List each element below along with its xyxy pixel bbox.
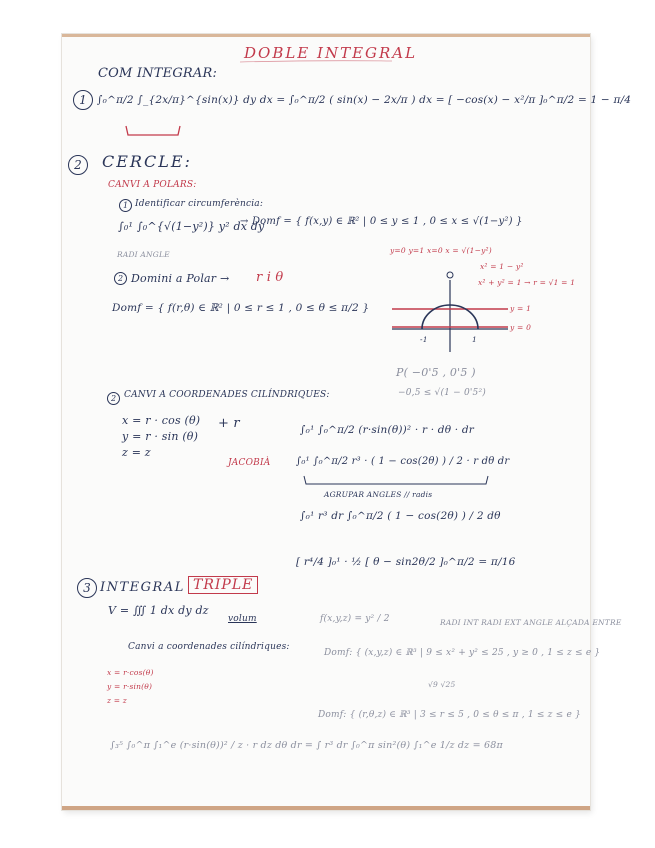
plus-r: + r	[218, 416, 240, 431]
step3-result: [ r⁴/4 ]₀¹ · ½ [ θ − sin2θ/2 ]₀^π/2 = π/16	[296, 556, 516, 568]
point-calc: −0,5 ≤ √(1 − 0'5²)	[398, 388, 486, 398]
q2-step3-number: 2	[107, 392, 120, 405]
q2-step1-label: Identificar circumferència:	[135, 199, 264, 209]
q2-step2-domain: Domf = { f(r,θ) ∈ ℝ² | 0 ≤ r ≤ 1 , 0 ≤ θ ≤ π/2 }	[112, 302, 370, 314]
q2-step1-integral: ∫₀¹ ∫₀^{√(1−y²)} y² dx dy	[118, 220, 265, 233]
q3-domain2: Domf: { (r,θ,z) ∈ ℝ³ | 3 ≤ r ≤ 5 , 0 ≤ θ ≤ π , 1 ≤ z ≤ e }	[318, 710, 581, 720]
q2-step1-domain: → Domf = { f(x,y) ∈ ℝ² | 0 ≤ y ≤ 1 , 0 ≤ x ≤ √(1−y²) }	[240, 216, 523, 227]
eq-x: x = r · cos (θ)	[122, 414, 201, 427]
q2-heading: CERCLE:	[102, 152, 192, 171]
q2-step1-note-a: x² = 1 − y²	[480, 262, 524, 271]
q3-heading: INTEGRAL	[100, 580, 185, 595]
graph-line-bottom: y = 0	[510, 323, 532, 332]
q3-cyl-label: Canvi a coordenades cilíndriques:	[128, 642, 290, 652]
graph-left-tick: -1	[420, 335, 428, 344]
page-title: DOBLE INTEGRAL	[244, 44, 418, 62]
step3-int3: ∫₀¹ r³ dr ∫₀^π/2 ( 1 − cos(2θ) ) / 2 dθ	[300, 510, 501, 522]
q2-step3-label: CANVI A COORDENADES CILÍNDRIQUES:	[124, 390, 330, 400]
q2-step1-bounds: y=0 y=1 x=0 x = √(1−y²)	[390, 246, 492, 255]
q3-cyl-x: x = r·cos(θ)	[107, 668, 154, 677]
q3-volume: V = ∭ 1 dx dy dz	[108, 604, 209, 617]
point-note: P( −0'5 , 0'5 )	[396, 366, 476, 379]
intro-heading: COM INTEGRAR:	[98, 66, 218, 81]
q1-number: 1	[73, 90, 93, 110]
eq-y: y = r · sin (θ)	[122, 430, 199, 443]
step3-int1: ∫₀¹ ∫₀^π/2 (r·sin(θ))² · r · dθ · dr	[300, 424, 474, 436]
q3-columns: RADI INT RADI EXT ANGLE ALÇADA ENTRE	[440, 618, 622, 627]
jacobian-label: JACOBIÀ	[228, 458, 271, 468]
q2-step1-note-b: x² + y² = 1 → r = √1 = 1	[478, 278, 576, 287]
q3-number: 3	[77, 578, 97, 598]
q2-step2-label: Domini a Polar →	[131, 272, 230, 285]
q3-volume-note: volum	[228, 614, 257, 624]
q2-step2-vars: r i θ	[256, 270, 284, 285]
step3-int2: ∫₀¹ ∫₀^π/2 r³ · ( 1 − cos(2θ) ) / 2 · r dθ dr	[296, 456, 510, 467]
q3-boxed-triple: TRIPLE	[188, 576, 258, 594]
q2-number: 2	[68, 155, 88, 175]
q2-step1-marks: RADI ANGLE	[117, 250, 170, 259]
q3-domain1: Domf: { (x,y,z) ∈ ℝ³ | 9 ≤ x² + y² ≤ 25 , y ≥ 0 , 1 ≤ z ≤ e }	[324, 648, 601, 658]
q2-subheading: CANVI A POLARS:	[108, 180, 197, 190]
graph-right-tick: 1	[472, 335, 477, 344]
eq-z: z = z	[122, 446, 151, 459]
q3-final: ∫₃⁵ ∫₀^π ∫₁^e (r·sin(θ))² / z · r dz dθ dr = ∫ r³ dr ∫₀^π sin²(θ) ∫₁^e 1/z dz = 68π	[110, 740, 503, 751]
q1-formula: ∫₀^π/2 ∫_{2x/π}^{sin(x)} dy dx = ∫₀^π/2 ( sin(x) − 2x/π ) dx = [ −cos(x) − x²/π ]₀^π/2 = 1 − π/4	[97, 94, 632, 106]
q3-cyl-y: y = r·sin(θ)	[107, 682, 153, 691]
group-note: AGRUPAR ANGLES // radis	[324, 490, 433, 499]
q3-cyl-z: z = z	[107, 696, 127, 705]
q3-function: f(x,y,z) = y² / 2	[320, 614, 390, 624]
q2-step1-number: 1	[119, 199, 132, 212]
q3-roots: √9 √25	[428, 680, 456, 689]
graph-line-top: y = 1	[510, 304, 532, 313]
q2-step2-number: 2	[114, 272, 127, 285]
